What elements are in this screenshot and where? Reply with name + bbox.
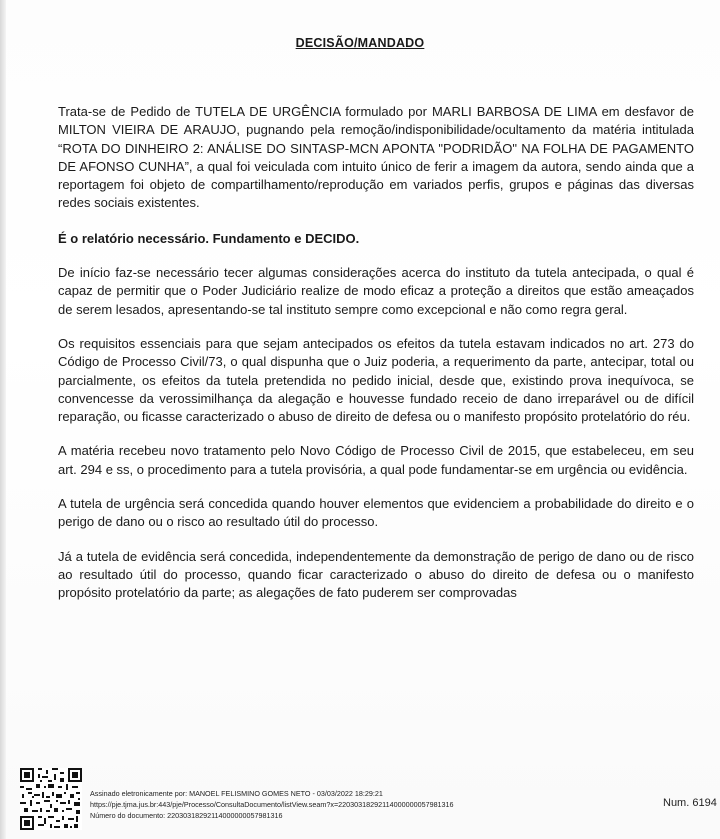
- report-heading: É o relatório necessário. Fundamento e DECIDO.: [58, 230, 360, 246]
- paragraph-requirements: Os requisitos essenciais para que sejam antecipados os efeitos da tutela estavam indicados no art. 273 do Código de Processo Civil/73, o qual dispunha que o Juiz poderia, a requerimento da parte, antecipar, total ou parcialmente, os efeitos da tutela pretendida no pedido inicial, desde que, existindo prova inequívoca, se convencesse da verossimilhança da alegação e houvesse fundado receio de dano irreparável ou de difícil reparação, ou ficasse caracterizado o abuso de direito de defesa ou o manifesto propósito protelatório do réu.: [58, 335, 694, 425]
- paragraph-urgency: A tutela de urgência será concedida quando houver elementos que evidenciem a probabilidade do direito e o perigo de dano ou o risco ao resultado útil do processo.: [58, 496, 694, 530]
- page-shadow-edge: [0, 0, 6, 839]
- qr-code-icon: [20, 768, 82, 830]
- signed-by-line: Assinado eletronicamente por: MANOEL FELISMINO GOMES NETO - 03/03/2022 18:29:21: [90, 789, 383, 798]
- document-title: DECISÃO/MANDADO: [295, 36, 425, 50]
- signature-block: [90, 788, 454, 821]
- paragraph-new-cpc: A matéria recebeu novo tratamento pelo Novo Código de Processo Civil de 2015, que estabeleceu, em seu art. 294 e ss, o procedimento para a tutela provisória, a qual pode fundamentar-se em urgência ou evidência.: [58, 443, 694, 477]
- page-num-label: Num. 6194: [663, 797, 717, 809]
- paragraph-evidence: Já a tutela de evidência será concedida, independentemente da demonstração de perigo de dano ou de risco ao resultado útil do processo, quando ficar caracterizado o abuso do direito de defesa ou o manifesto propósito protelatório da parte; as alegações de fato puderem ser comprovadas: [58, 548, 694, 601]
- document-number-line: Número do documento: 22030318292114000000057981316: [90, 811, 283, 820]
- document-body: [58, 103, 694, 603]
- paragraph-preliminary: De início faz-se necessário tecer algumas considerações acerca do instituto da tutela antecipada, o qual é capaz de permitir que o Poder Judiciário realize de modo eficaz a proteção a direitos que estão ameaçados de serem lesados, apresentando-se tal instituto sempre como excepcional e não como regra geral.: [58, 265, 694, 317]
- paragraph-request: Trata-se de Pedido de TUTELA DE URGÊNCIA formulado por MARLI BARBOSA DE LIMA em desfavor de MILTON VIEIRA DE ARAUJO, pugnando pela remoção/indisponibilidade/ocultamento da matéria intitulada “ROTA DO DINHEIRO 2: ANÁLISE DO SINTASP-MCN APONTA "PODRIDÃO" NA FOLHA DE PAGAMENTO DE AFONSO CUNHA”, a qual foi veiculada com intuito único de ferir a imagem da autora, sendo ainda que a reportagem foi objeto de compartilhamento/reprodução em variados perfis, grupos e páginas das diversas redes sociais existentes.: [58, 104, 694, 211]
- document-url-line: https://pje.tjma.jus.br:443/pje/Processo/ConsultaDocumento/listView.seam?x=22030318292114000000057981316: [90, 800, 454, 809]
- signature-footer: [0, 760, 720, 839]
